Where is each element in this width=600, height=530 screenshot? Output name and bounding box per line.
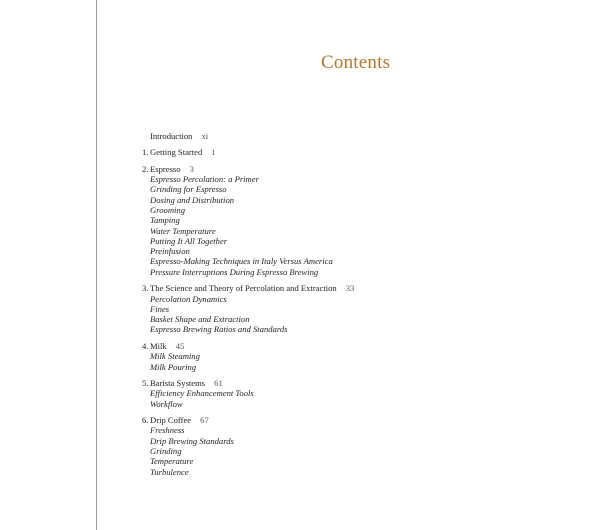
page-edge-divider (96, 0, 97, 530)
chapter-heading[interactable] (142, 164, 562, 174)
chapter-number: 4. (142, 340, 149, 351)
page-title: Contents (321, 52, 391, 73)
section-list (142, 351, 562, 372)
toc-section-entry[interactable]: Grinding (150, 445, 182, 456)
toc-section-entry[interactable]: Drip Brewing Standards (150, 435, 234, 446)
toc-section-entry[interactable]: Putting It All Together (150, 235, 228, 246)
chapter-page-number: 45 (175, 340, 185, 351)
toc-section-entry[interactable]: Grinding for Espresso (150, 184, 227, 195)
toc-section-entry[interactable]: Espresso Brewing Ratios and Standards (150, 324, 288, 335)
toc-section-entry[interactable]: Preinfusion (150, 246, 190, 257)
toc-section-entry[interactable]: Pressure Interruptions During Espresso Brewing (150, 266, 319, 277)
chapter-title: Getting Started (150, 147, 203, 158)
toc-section-entry[interactable]: Workflow (150, 398, 183, 409)
chapter-heading[interactable] (142, 341, 562, 351)
chapter-page-number: 1 (211, 147, 216, 158)
toc-section-entry[interactable]: Percolation Dynamics (150, 293, 227, 304)
chapter-number: 3. (142, 283, 149, 294)
chapter-page-number: 67 (200, 415, 209, 426)
chapter-title: Milk (150, 340, 167, 351)
toc-section-entry[interactable]: Temperature (150, 456, 194, 467)
toc-chapter (142, 415, 562, 477)
toc-section-entry[interactable]: Espresso Percolation: a Primer (150, 174, 259, 185)
toc-section-entry[interactable]: Turbulence (150, 466, 189, 477)
intro-page-number: xi (201, 131, 209, 141)
section-list (142, 388, 562, 409)
toc-chapter (142, 147, 562, 157)
chapter-heading[interactable] (142, 283, 562, 293)
toc-section-entry[interactable]: Dosing and Distribution (150, 194, 235, 205)
chapter-number: 5. (142, 377, 149, 388)
chapter-title: The Science and Theory of Percolation and Extraction (150, 283, 337, 294)
section-list (142, 174, 562, 277)
toc-section-entry[interactable]: Milk Pouring (150, 361, 197, 372)
chapter-title: Espresso (150, 163, 181, 174)
chapter-page-number: 61 (214, 377, 223, 388)
section-list (142, 294, 562, 335)
toc-section-entry[interactable]: Fines (150, 303, 170, 314)
intro-label: Introduction (150, 131, 193, 141)
chapter-number: 2. (142, 163, 149, 174)
section-list (142, 425, 562, 476)
chapter-page-number: 3 (189, 163, 194, 174)
toc-section-entry[interactable]: Tamping (150, 215, 180, 226)
chapter-title: Drip Coffee (150, 415, 192, 426)
toc-section-entry[interactable]: Freshness (150, 425, 185, 436)
toc-section-entry[interactable]: Milk Steaming (150, 351, 200, 362)
chapter-heading[interactable] (142, 415, 562, 425)
toc-entry-introduction[interactable] (142, 131, 562, 141)
toc-chapter (142, 164, 562, 277)
toc-section-entry[interactable]: Grooming (150, 204, 186, 215)
chapter-heading[interactable] (142, 147, 562, 157)
toc-chapter (142, 378, 562, 409)
toc-section-entry[interactable]: Efficiency Enhancement Tools (150, 388, 254, 399)
toc-chapter (142, 283, 562, 334)
toc-chapter (142, 341, 562, 372)
toc-section-entry[interactable]: Basket Shape and Extraction (150, 314, 250, 325)
chapter-page-number: 33 (345, 283, 355, 294)
chapter-list (142, 147, 562, 477)
table-of-contents (142, 131, 562, 483)
toc-section-entry[interactable]: Espresso-Making Techniques in Italy Versus America (150, 256, 333, 267)
toc-section-entry[interactable]: Water Temperature (150, 225, 216, 236)
chapter-title: Barista Systems (150, 377, 206, 388)
chapter-heading[interactable] (142, 378, 562, 388)
chapter-number: 6. (142, 415, 149, 426)
chapter-number: 1. (142, 147, 149, 158)
